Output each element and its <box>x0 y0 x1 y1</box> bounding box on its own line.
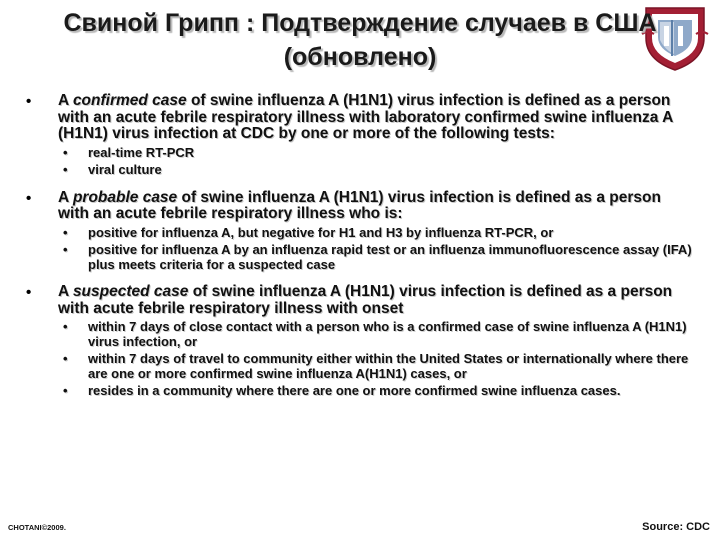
bullet: • <box>26 284 32 301</box>
list-item-probable-case <box>26 190 696 273</box>
suspected-case-definition: A suspected case of swine influenza A (H1N1) virus infection is defined as a person with acute febrile respiratory illness with onset <box>58 283 673 317</box>
sub-item: • positive for influenza A, but negative for H1 and H3 by influenza RT-PCR, or <box>63 224 554 240</box>
term-confirmed-case: confirmed case <box>72 92 187 109</box>
suspected-case-criteria <box>58 320 696 399</box>
list-item-confirmed-case <box>26 93 696 178</box>
sub-item: • resides in a community where there are one or more confirmed swine influenza cases. <box>63 383 621 398</box>
sub-item: • real-time RT-PCR <box>63 144 195 160</box>
sub-item: • within 7 days of close contact with a person who is a confirmed case of swine influenza A (H1N1) virus infection, or <box>63 319 687 349</box>
sub-item: • within 7 days of travel to community either within the United States or internationally where there are one or more confirmed swine influenza A(H1N1) cases, or <box>63 351 689 381</box>
term-probable-case: probable case <box>72 188 178 206</box>
source-credit: Source: CDC <box>642 521 710 533</box>
copyright-notice: CHOTANI©2009. <box>8 523 66 532</box>
bullet: • <box>26 189 32 207</box>
slide-title: Свиной Грипп : Подтверждение случаев в США (обновлено) <box>63 9 657 71</box>
bullet: • <box>26 93 32 110</box>
confirmed-case-definition: A confirmed case of swine influenza A (H1N1) virus infection is defined as a person with an acute febrile respiratory illness with laboratory confirmed swine influenza A (H1N1) virus infection at CDC by one or more of the following tests: <box>58 92 673 142</box>
sub-item: • viral culture <box>63 162 162 177</box>
definitions-list <box>26 93 696 402</box>
probable-case-definition: A probable case of swine influenza A (H1N1) virus infection is defined as a person with an acute febrile respiratory illness who is: <box>58 188 661 222</box>
probable-case-criteria <box>58 226 696 273</box>
confirmed-case-tests <box>58 146 696 178</box>
list-item-suspected-case <box>26 284 696 399</box>
sub-item: • positive for influenza A by an influenza rapid test or an influenza immunofluorescence assay (IFA) plus meets criteria for a suspected case <box>63 242 692 272</box>
term-suspected-case: suspected case <box>72 283 189 300</box>
